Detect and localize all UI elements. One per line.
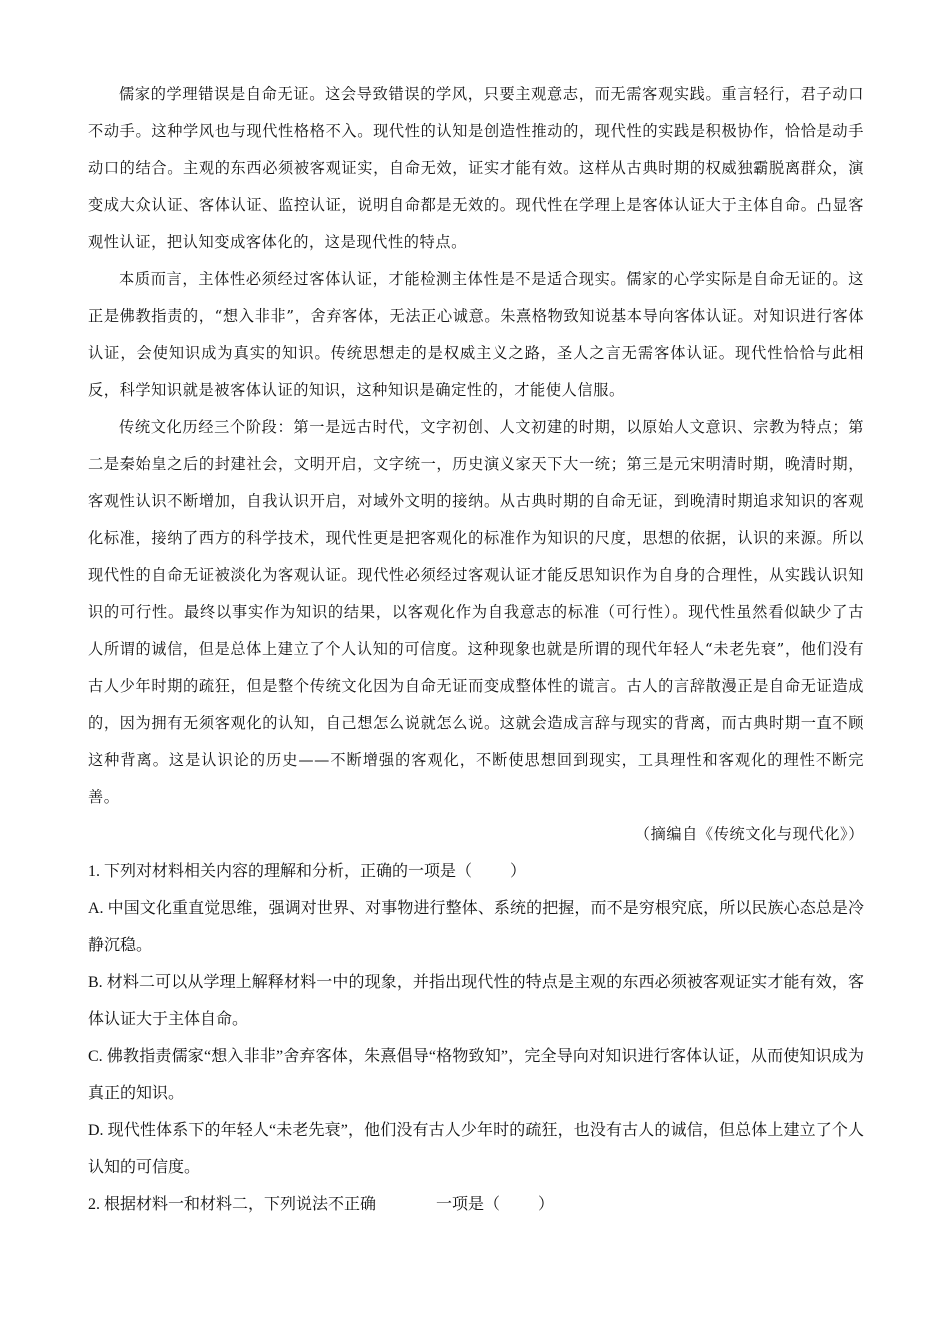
question-1-stem [88, 853, 864, 890]
passage-paragraph-3: 传统文化历经三个阶段：第一是远古时代，文字初创、人文初建的时期，以原始人文意识、宗教为特点；第二是秦始皇之后的封建社会，文明开启，文字统一，历史演义家天下大一统；第三是元宋明清时期，晚清时期，客观性认识不断增加，自我认识开启，对域外文明的接纳。从古典时期的自命无证，到晚清时期追求知识的客观化标准，接纳了西方的科学技术，现代性更是把客观化的标准作为知识的尺度，思想的依据，认识的来源。所以现代性的自命无证被淡化为客观认证。现代性必须经过客观认证才能反思知识作为自身的合理性，从实践认识知识的可行性。最终以事实作为知识的结果，以客观化作为自我意志的标准（可行性）。现代性虽然看似缺少了古人所谓的诚信，但是总体上建立了个人认知的可信度。这种现象也就是所谓的现代年轻人“未老先衰”，他们没有古人少年时期的疏狂，但是整个传统文化因为自命无证而变成整体性的谎言。古人的言辞散漫正是自命无证造成的，因为拥有无须客观化的认知，自己想怎么说就怎么说。这就会造成言辞与现实的背离，而古典时期一直不顾这种背离。这是认识论的历史——不断增强的客观化，不断使思想回到现实，工具理性和客观化的理性不断完善。 [88, 418, 864, 806]
question-2-stem [88, 1186, 864, 1223]
option-c: C. 佛教指责儒家“想入非非”舍弃客体，朱熹倡导“格物致知”，完全导向对知识进行客体认证，从而使知识成为真正的知识。 [88, 1048, 864, 1102]
question-2-stem-text-2: 一项是（ [436, 1196, 501, 1213]
passage-paragraph-2: 本质而言，主体性必须经过客体认证，才能检测主体性是不是适合现实。儒家的心学实际是自命无证的。这正是佛教指责的，“想入非非”，舍弃客体，无法正心诚意。朱熹格物致知说基本导向客体认证。对知识进行客体认证，会使知识成为真实的知识。传统思想走的是权威主义之路，圣人之言无需客体认证。现代性恰恰与此相反，科学知识就是被客体认证的知识，这种知识是确定性的，才能使人信服。 [88, 270, 864, 399]
question-2-stem-text: 2. 根据材料一和材料二，下列说法不正确 [88, 1196, 377, 1213]
option-a: A. 中国文化重直觉思维，强调对世界、对事物进行整体、系统的把握，而不是穷根究底，所以民族心态总是冷静沉稳。 [88, 900, 864, 954]
question-1-stem-text: 1. 下列对材料相关内容的理解和分析，正确的一项是（ [88, 863, 473, 880]
question-1-stem-close: ） [510, 863, 527, 880]
question-1 [88, 853, 864, 1186]
question-2 [88, 1186, 864, 1223]
option-b: B. 材料二可以从学理上解释材料一中的现象，并指出现代性的特点是主观的东西必须被客观证实才能有效，客体认证大于主体自命。 [88, 974, 864, 1028]
question-2-stem-close: ） [538, 1196, 555, 1213]
option-d: D. 现代性体系下的年轻人“未老先衰”，他们没有古人少年时的疏狂，也没有古人的诚信，但总体上建立了个人认知的可信度。 [88, 1122, 864, 1176]
source-citation: （摘编自《传统文化与现代化》） [634, 825, 864, 843]
document-page [88, 76, 864, 1223]
passage-paragraph-1: 儒家的学理错误是自命无证。这会导致错误的学风，只要主观意志，而无需客观实践。重言轻行，君子动口不动手。这种学风也与现代性格格不入。现代性的认知是创造性推动的，现代性的实践是积极协作，恰恰是动手动口的结合。主观的东西必须被客观证实，自命无效，证实才能有效。这样从古典时期的权威独霸脱离群众，演变成大众认证、客体认证、监控认证，说明自命都是无效的。现代性在学理上是客体认证大于主体自命。凸显客观性认证，把认知变成客体化的，这是现代性的特点。 [88, 85, 864, 251]
